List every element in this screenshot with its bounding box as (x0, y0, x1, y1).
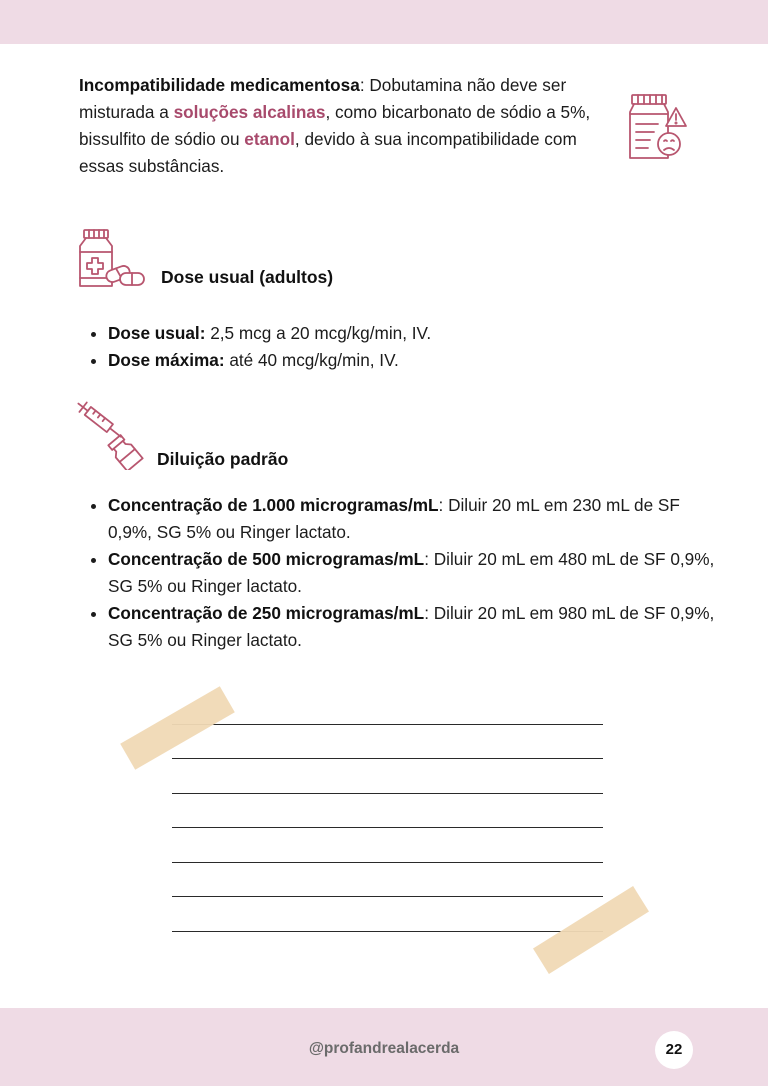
incompatibility-text-3: , devido à sua incompatibilidade com essas substâncias. (79, 129, 577, 176)
dose-usual-label: Dose usual: (108, 323, 206, 343)
header-band (0, 0, 768, 44)
dose-heading: Dose usual (adultos) (161, 267, 334, 287)
dilution-heading: Diluição padrão (157, 449, 289, 469)
note-line[interactable] (172, 724, 603, 725)
dose-list (88, 320, 708, 374)
list-item (108, 546, 718, 600)
list-item (108, 492, 718, 546)
note-line[interactable] (172, 931, 603, 932)
medicine-warning-icon (624, 92, 690, 164)
concentration-250-text: : Diluir 20 mL em 980 mL de SF 0,9%, SG 5% ou Ringer lactato. (108, 603, 715, 650)
note-line[interactable] (172, 758, 603, 759)
note-line[interactable] (172, 827, 603, 828)
list-item (108, 600, 718, 654)
pill-bottle-icon (78, 228, 146, 290)
incompatibility-title: Incompatibilidade medicamentosa (79, 75, 360, 95)
incompatibility-paragraph (79, 72, 609, 180)
concentration-500-label: Concentração de 500 microgramas/mL (108, 549, 425, 569)
concentration-1000-label: Concentração de 1.000 microgramas/mL (108, 495, 439, 515)
footer-handle: @profandrealacerda (308, 1040, 460, 1057)
concentration-250-label: Concentração de 250 microgramas/mL (108, 603, 425, 623)
note-line[interactable] (172, 862, 603, 863)
note-line[interactable] (172, 896, 603, 897)
list-item (108, 320, 708, 347)
page-number: 22 (655, 1031, 693, 1069)
dilution-list (88, 492, 718, 654)
highlight-alkaline-solutions: soluções alcalinas (173, 102, 326, 122)
concentration-500-text: : Diluir 20 mL em 480 mL de SF 0,9%, SG 5% ou Ringer lactato. (108, 549, 715, 596)
tape-bottom-right (533, 886, 649, 974)
notes-area (120, 685, 650, 975)
dose-usual-value: 2,5 mcg a 20 mcg/kg/min, IV. (205, 323, 432, 343)
highlight-ethanol: etanol (244, 129, 295, 149)
concentration-1000-text: : Diluir 20 mL em 230 mL de SF 0,9%, SG 5% ou Ringer lactato. (108, 495, 680, 542)
note-line[interactable] (172, 793, 603, 794)
incompatibility-text-1: : Dobutamina não deve ser misturada a (79, 75, 567, 122)
syringe-vial-icon (72, 400, 144, 470)
list-item (108, 347, 708, 374)
dose-max-value: até 40 mcg/kg/min, IV. (224, 350, 399, 370)
incompatibility-text-2: , como bicarbonato de sódio a 5%, bissulfito de sódio ou (79, 102, 591, 149)
dose-max-label: Dose máxima: (108, 350, 225, 370)
